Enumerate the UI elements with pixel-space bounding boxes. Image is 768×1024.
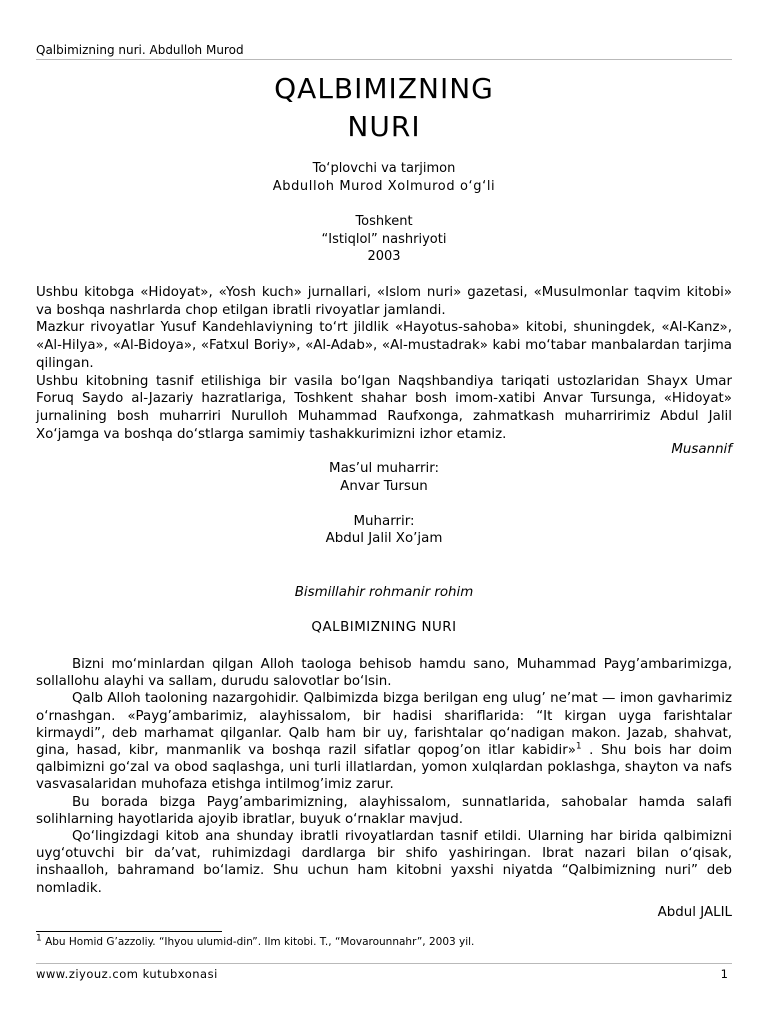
body-paragraph: Bu borada bizga Payg’ambarimizning, alayhissalom, sunnatlarida, sahobalar hamda salafi solihlarning hayotlarida ajoyib ibratlar, buyuk o‘rnaklar mavjud. bbox=[36, 794, 732, 827]
managing-editor-label: Mas’ul muharrir: bbox=[329, 461, 439, 476]
managing-editor-name: Anvar Tursun bbox=[340, 479, 428, 494]
intro-signature: Musannif bbox=[671, 442, 732, 457]
main-text bbox=[36, 656, 732, 897]
body-paragraph: Qo‘lingizdagi kitob ana shunday ibratli rivoyatlardan tasnif etildi. Ularning har birida qalbimizni uyg‘otuvchi bir da’vat, ruhimizdagi dardlarga bir shifo yashiringan. Ibrat nazari bilan o‘qisak, inshaalloh, bahramand bo‘lamiz. Shu uchun ham kitobni yaxshi niyatda “Qalbimizning nuri” deb nomladik. bbox=[36, 829, 732, 896]
footnote-rule bbox=[36, 931, 222, 932]
compiler-name: Abdulloh Murod Xolmurod o‘g‘li bbox=[272, 179, 496, 194]
section-title: QALBIMIZNING NURI bbox=[311, 620, 457, 635]
intro-paragraph: Ushbu kitobning tasnif etilishiga bir vasila bo‘lgan Naqshbandiya tariqati ustozlaridan Shayx Umar Foruq Saydo al-Jazariy hazratlariga, Toshkent shahar bosh imom-xatibi Anvar Tursunga, «Hidoyat» jurnalining bosh muharriri Nurulloh Muhammad Raufxonga, zahmatkash muharririmiz Abdul Jalil Xo‘jamga va boshqa do‘stlarga samimiy tashakkurimizni izhor etamiz. bbox=[36, 373, 732, 442]
header-rule bbox=[36, 59, 732, 60]
publication-year: 2003 bbox=[367, 249, 401, 264]
footnote bbox=[36, 933, 475, 948]
footnote-marker: 1 bbox=[36, 933, 42, 944]
compiler-role: To‘plovchi va tarjimon bbox=[312, 161, 456, 176]
intro-text bbox=[36, 284, 732, 443]
publisher: “Istiqlol” nashriyoti bbox=[321, 232, 447, 247]
body-paragraph: Bizni mo‘minlardan qilgan Alloh taologa behisob hamdu sano, Muhammad Payg’ambarimizga, sollallohu alayhi va sallam, durudu salovotlar bo‘lsin. bbox=[36, 657, 732, 690]
page-number: 1 bbox=[720, 967, 728, 981]
footnote-text: Abu Homid G’azzoliy. “Ihyou ulumid-din”. Ilm kitobi. T., “Movarounnahr”, 2003 yil. bbox=[41, 936, 475, 948]
body-paragraph bbox=[36, 690, 732, 793]
book-title bbox=[0, 70, 768, 146]
body-text: Qalb Alloh taoloning nazargohidir. Qalbimizda bizga berilgan eng ulug’ ne’mat — imon gavharimiz o‘rnashgan. «Payg’ambarimiz, alayhissalom, bir hadisi shariflarida: “It kirgan uyga farishtalar kirmaydi”, deb marhamat qilganlar. Qalb ham bir uy, farishtalar qo‘nadigan makon. Jazab, shahvat, gina, hasad, kibr, manmanlik va boshqa razil sifatlar qopog’on itlar kabidir» bbox=[36, 691, 732, 759]
footer-site: www.ziyouz.com kutubxonasi bbox=[36, 967, 218, 981]
running-header: Qalbimizning nuri. Abdulloh Murod bbox=[36, 43, 244, 57]
editor-name: Abdul Jalil Xo’jam bbox=[325, 531, 443, 546]
intro-paragraph: Ushbu kitobga «Hidoyat», «Yosh kuch» jurnallari, «Islom nuri» gazetasi, «Musulmonlar taqvim kitobi» va boshqa nashrlarda chop etilgan ibratli rivoyatlar jamlandi. bbox=[36, 285, 732, 318]
editor-label: Muharrir: bbox=[353, 514, 415, 529]
body-text: . Shu bois har doim qalbimizni go‘zal va obod saqlashga, uni turli illatlardan, yomon xulqlardan poklashga, shayton va nafs vasvasalaridan muhofaza etishga intilmog’imiz zarur. bbox=[36, 743, 733, 793]
preface-author: Abdul JALIL bbox=[657, 905, 732, 920]
book-title-line2: NURI bbox=[347, 110, 421, 143]
footer-rule bbox=[36, 963, 732, 964]
intro-paragraph: Mazkur rivoyatlar Yusuf Kandehlaviyning to‘rt jildlik «Hayotus-sahoba» kitobi, shuningdek, «Al-Kanz», «Al-Hilya», «Al-Bidoya», «Fatxul Boriy», «Al-Adab», «Al-mustadrak» kabi mo‘tabar manbalardan tarjima qilingan. bbox=[36, 320, 732, 371]
basmala: Bismillahir rohmanir rohim bbox=[294, 585, 474, 600]
footnote-reference: 1 bbox=[575, 741, 582, 752]
book-title-line1: QALBIMIZNING bbox=[274, 72, 494, 105]
publication-city: Toshkent bbox=[355, 214, 413, 229]
